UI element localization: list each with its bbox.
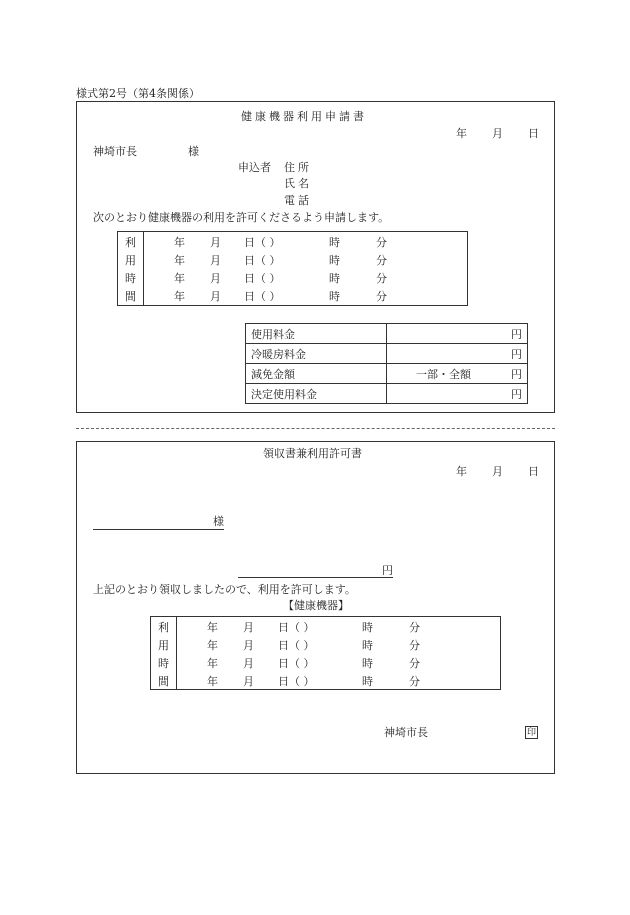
usage-label-char: 間: [125, 290, 136, 303]
fee-unit: 円: [511, 367, 522, 381]
table-row: [246, 344, 528, 364]
receipt-date-day: 日: [528, 465, 539, 478]
fee-label: 減免金額: [246, 364, 387, 384]
usage-label-char: 時: [125, 272, 136, 285]
amount-unit: 円: [382, 564, 393, 577]
receipt-date-year: 年: [456, 465, 467, 478]
fee-unit: 円: [511, 347, 522, 361]
table-row: [246, 384, 528, 404]
applicant-name-label: 氏名: [284, 177, 312, 190]
application-date-day: 日: [528, 127, 539, 140]
usage-label-char: 利: [125, 236, 136, 249]
application-usage-table: [117, 231, 468, 306]
application-statement: 次のとおり健康機器の利用を許可くださるよう申請します。: [93, 211, 390, 224]
receipt-title: 領収書兼利用許可書: [263, 447, 362, 460]
fee-label: 使用料金: [246, 324, 387, 344]
reduction-type: 一部・全額: [416, 367, 471, 381]
recipient-name-line: [93, 529, 224, 530]
fee-value: [387, 364, 528, 384]
receipt-date-month: 月: [492, 465, 503, 478]
recipient-honorific: 様: [213, 515, 224, 528]
addressee-honorific: 様: [188, 145, 199, 158]
usage-label-char: 時: [158, 657, 169, 670]
cut-line: [76, 428, 555, 429]
table-row: [246, 324, 528, 344]
amount-line: [238, 577, 393, 578]
applicant-label: 申込者: [238, 161, 271, 174]
usage-label-char: 利: [158, 621, 169, 634]
fee-value: [387, 344, 528, 364]
usage-label-char: 用: [125, 254, 136, 267]
table-row: [246, 364, 528, 384]
application-date-month: 月: [492, 127, 503, 140]
fee-table: [245, 323, 528, 404]
applicant-address-label: 住所: [284, 161, 312, 174]
fee-unit: 円: [511, 327, 522, 341]
fee-unit: 円: [511, 387, 522, 401]
usage-label-char: 間: [158, 675, 169, 688]
receipt-statement: 上記のとおり領収しましたので、利用を許可します。: [93, 583, 356, 596]
fee-label: 冷暖房料金: [246, 344, 387, 364]
addressee-name: 神埼市長: [93, 145, 137, 158]
applicant-phone-label: 電話: [284, 194, 312, 207]
application-date-year: 年: [456, 127, 467, 140]
issuer-name: 神埼市長: [384, 726, 428, 739]
fee-value: [387, 384, 528, 404]
application-title: 健康機器利用申請書: [241, 110, 367, 123]
receipt-usage-table: [150, 616, 501, 690]
fee-label: 決定使用料金: [246, 384, 387, 404]
equipment-label: 【健康機器】: [283, 599, 349, 612]
usage-label-char: 用: [158, 639, 169, 652]
fee-value: [387, 324, 528, 344]
form-label: 様式第2号（第4条関係）: [76, 87, 200, 100]
seal-mark: 印: [526, 728, 536, 738]
